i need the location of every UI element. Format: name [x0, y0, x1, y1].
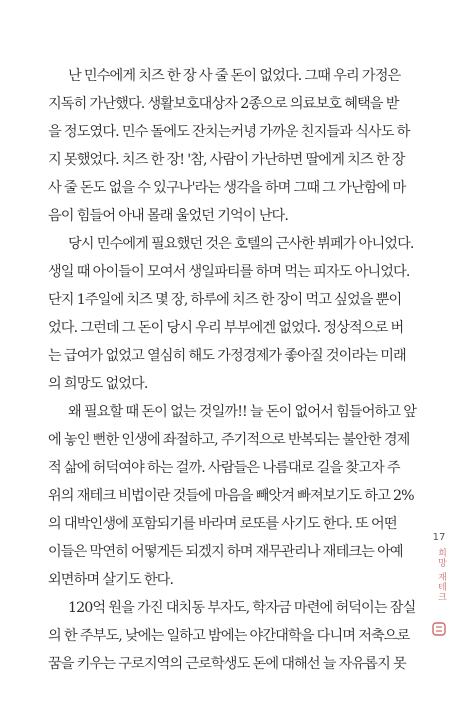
text-line: 외면하며 살기도 한다. — [48, 572, 174, 588]
text-line: 지 못했었다. 치즈 한 장! '참, 사람이 가난하면 딸에게 치즈 한 장 — [48, 152, 405, 168]
text-line: 위의 재테크 비법이란 것들에 마음을 빼앗겨 빠져보기도 하고 2% — [48, 488, 414, 504]
text-line: 의 한 주부도, 낮에는 일하고 밤에는 야간대학을 다니며 저축으로 — [48, 628, 410, 644]
text-line: 에 놓인 뻔한 인생에 좌절하고, 주기적으로 반복되는 불안한 경제 — [48, 432, 410, 448]
text-line: 꿈을 키우는 구로지역의 근로학생도 돈에 대해선 늘 자유롭지 못 — [48, 656, 406, 672]
text-line: 왜 필요할 때 돈이 없는 것일까!! 늘 돈이 없어서 힘들어하고 앞 — [68, 404, 417, 420]
text-line: 생일 때 아이들이 모여서 생일파티를 하며 먹는 피자도 아니었다. — [48, 264, 410, 280]
text-line: 을 정도였다. 민수 돌에도 잔치는커녕 가까운 친지들과 식사도 하 — [48, 124, 410, 140]
text-line: 당시 민수에게 필요했던 것은 호텔의 근사한 뷔페가 아니었다. — [68, 236, 414, 252]
text-line: 사 줄 돈도 없을 수 있구나'라는 생각을 하며 그때 그 가난함에 마 — [48, 180, 406, 196]
page-number: 17 — [432, 532, 446, 543]
text-line: 지독히 가난했다. 생활보호대상자 2종으로 의료보호 혜택을 받 — [48, 96, 399, 112]
text-line: 었다. 그런데 그 돈이 당시 우리 부부에겐 없었다. 정상적으로 버 — [48, 320, 404, 336]
text-line: 의 대박인생에 포함되기를 바라며 로또를 사기도 한다. 또 어떤 — [48, 516, 397, 532]
text-line: 음이 힘들어 아내 몰래 울었던 기억이 난다. — [48, 208, 288, 224]
chapter-side-tab — [426, 532, 452, 647]
text-line: 는 급여가 없었고 열심히 해도 가정경제가 좋아질 것이라는 미래 — [48, 348, 406, 364]
chapter-mark-icon — [431, 620, 447, 638]
text-line: 난 민수에게 치즈 한 장 사 줄 돈이 없었다. 그때 우리 가정은 — [68, 68, 401, 84]
text-line: 이들은 막연히 어떻게든 되겠지 하며 재무관리나 재테크는 아예 — [48, 544, 403, 560]
text-line: 단지 1주일에 치즈 몇 장, 하루에 치즈 한 장이 먹고 싶었을 뿐이 — [48, 292, 402, 308]
chapter-title: 희망 재테크 — [436, 548, 446, 602]
text-line: 적 삶에 허덕여야 하는 걸까. 사람들은 나름대로 길을 찾고자 주 — [48, 460, 400, 476]
text-line: 120억 원을 가진 대치동 부자도, 학자금 마련에 허덕이는 잠실 — [68, 600, 416, 616]
text-line: 의 희망도 없었다. — [48, 376, 148, 392]
